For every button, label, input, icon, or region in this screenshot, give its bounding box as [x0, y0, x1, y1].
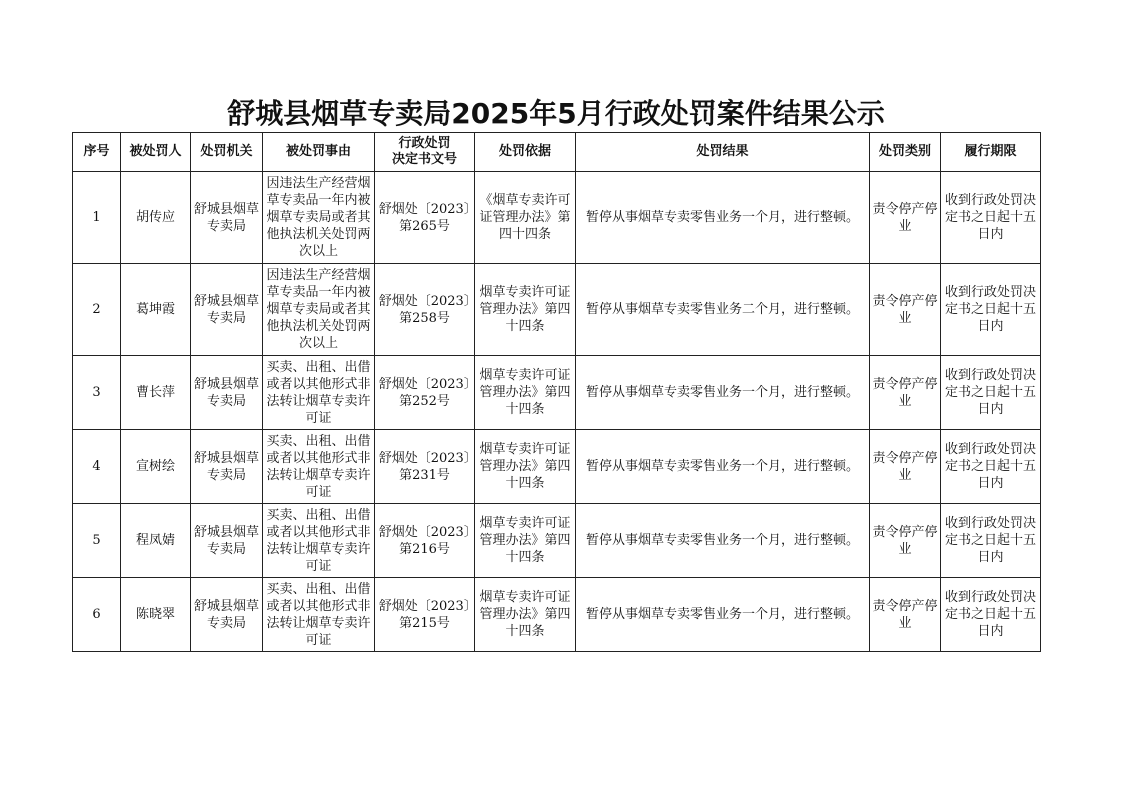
cell-result: 暂停从事烟草专卖零售业务一个月，进行整顿。 — [576, 578, 870, 652]
cell-deadline: 收到行政处罚决定书之日起十五日内 — [941, 430, 1041, 504]
cell-reason: 因违法生产经营烟草专卖品一年内被烟草专卖局或者其他执法机关处罚两次以上 — [263, 264, 375, 356]
cell-result: 暂停从事烟草专卖零售业务二个月，进行整顿。 — [576, 264, 870, 356]
header-category: 处罚类别 — [870, 133, 941, 172]
cell-index: 1 — [73, 172, 121, 264]
cell-deadline: 收到行政处罚决定书之日起十五日内 — [941, 264, 1041, 356]
table-row — [73, 264, 1041, 356]
cell-category: 责令停产停业 — [870, 578, 941, 652]
cell-category: 责令停产停业 — [870, 430, 941, 504]
header-basis: 处罚依据 — [475, 133, 576, 172]
cell-basis: 烟草专卖许可证管理办法》第四十四条 — [475, 578, 576, 652]
table-row — [73, 356, 1041, 430]
cell-category: 责令停产停业 — [870, 264, 941, 356]
cell-result: 暂停从事烟草专卖零售业务一个月，进行整顿。 — [576, 504, 870, 578]
cell-person: 葛坤霞 — [121, 264, 191, 356]
cell-reason: 因违法生产经营烟草专卖品一年内被烟草专卖局或者其他执法机关处罚两次以上 — [263, 172, 375, 264]
page-title: 舒城县烟草专卖局2025年5月行政处罚案件结果公示 — [227, 97, 885, 130]
cell-deadline: 收到行政处罚决定书之日起十五日内 — [941, 578, 1041, 652]
cell-result: 暂停从事烟草专卖零售业务一个月，进行整顿。 — [576, 172, 870, 264]
cell-category: 责令停产停业 — [870, 356, 941, 430]
cell-result: 暂停从事烟草专卖零售业务一个月，进行整顿。 — [576, 430, 870, 504]
table-row — [73, 430, 1041, 504]
cell-deadline: 收到行政处罚决定书之日起十五日内 — [941, 172, 1041, 264]
cell-reason: 买卖、出租、出借或者以其他形式非法转让烟草专卖许可证 — [263, 504, 375, 578]
table-row — [73, 504, 1041, 578]
table-row — [73, 172, 1041, 264]
cell-doc-no: 舒烟处〔2023〕第215号 — [375, 578, 475, 652]
cell-agency: 舒城县烟草专卖局 — [191, 430, 263, 504]
cell-doc-no: 舒烟处〔2023〕第216号 — [375, 504, 475, 578]
cell-index: 6 — [73, 578, 121, 652]
cell-agency: 舒城县烟草专卖局 — [191, 356, 263, 430]
cell-category: 责令停产停业 — [870, 504, 941, 578]
header-person: 被处罚人 — [121, 133, 191, 172]
cell-doc-no: 舒烟处〔2023〕第231号 — [375, 430, 475, 504]
cell-reason: 买卖、出租、出借或者以其他形式非法转让烟草专卖许可证 — [263, 430, 375, 504]
cell-person: 程凤婧 — [121, 504, 191, 578]
cell-reason: 买卖、出租、出借或者以其他形式非法转让烟草专卖许可证 — [263, 356, 375, 430]
cell-index: 4 — [73, 430, 121, 504]
cell-index: 3 — [73, 356, 121, 430]
cell-person: 陈晓翠 — [121, 578, 191, 652]
cell-doc-no: 舒烟处〔2023〕第258号 — [375, 264, 475, 356]
header-index: 序号 — [73, 133, 121, 172]
cell-basis: 烟草专卖许可证管理办法》第四十四条 — [475, 264, 576, 356]
cell-doc-no: 舒烟处〔2023〕第265号 — [375, 172, 475, 264]
cell-person: 宣树绘 — [121, 430, 191, 504]
cell-agency: 舒城县烟草专卖局 — [191, 264, 263, 356]
cell-result: 暂停从事烟草专卖零售业务一个月，进行整顿。 — [576, 356, 870, 430]
cell-index: 5 — [73, 504, 121, 578]
cell-doc-no: 舒烟处〔2023〕第252号 — [375, 356, 475, 430]
cell-basis: 《烟草专卖许可证管理办法》第四十四条 — [475, 172, 576, 264]
header-deadline: 履行期限 — [941, 133, 1041, 172]
cell-person: 胡传应 — [121, 172, 191, 264]
table-row — [73, 578, 1041, 652]
header-result: 处罚结果 — [576, 133, 870, 172]
cell-reason: 买卖、出租、出借或者以其他形式非法转让烟草专卖许可证 — [263, 578, 375, 652]
cell-person: 曹长萍 — [121, 356, 191, 430]
table-header-row — [73, 133, 1041, 172]
header-doc-no: 行政处罚 决定书文号 — [375, 133, 475, 172]
cell-agency: 舒城县烟草专卖局 — [191, 504, 263, 578]
cell-agency: 舒城县烟草专卖局 — [191, 578, 263, 652]
header-reason: 被处罚事由 — [263, 133, 375, 172]
cell-basis: 烟草专卖许可证管理办法》第四十四条 — [475, 430, 576, 504]
cell-basis: 烟草专卖许可证管理办法》第四十四条 — [475, 504, 576, 578]
cell-index: 2 — [73, 264, 121, 356]
cell-basis: 烟草专卖许可证管理办法》第四十四条 — [475, 356, 576, 430]
cell-category: 责令停产停业 — [870, 172, 941, 264]
cell-deadline: 收到行政处罚决定书之日起十五日内 — [941, 356, 1041, 430]
penalty-cases-table — [72, 132, 1041, 652]
header-agency: 处罚机关 — [191, 133, 263, 172]
cell-deadline: 收到行政处罚决定书之日起十五日内 — [941, 504, 1041, 578]
cell-agency: 舒城县烟草专卖局 — [191, 172, 263, 264]
